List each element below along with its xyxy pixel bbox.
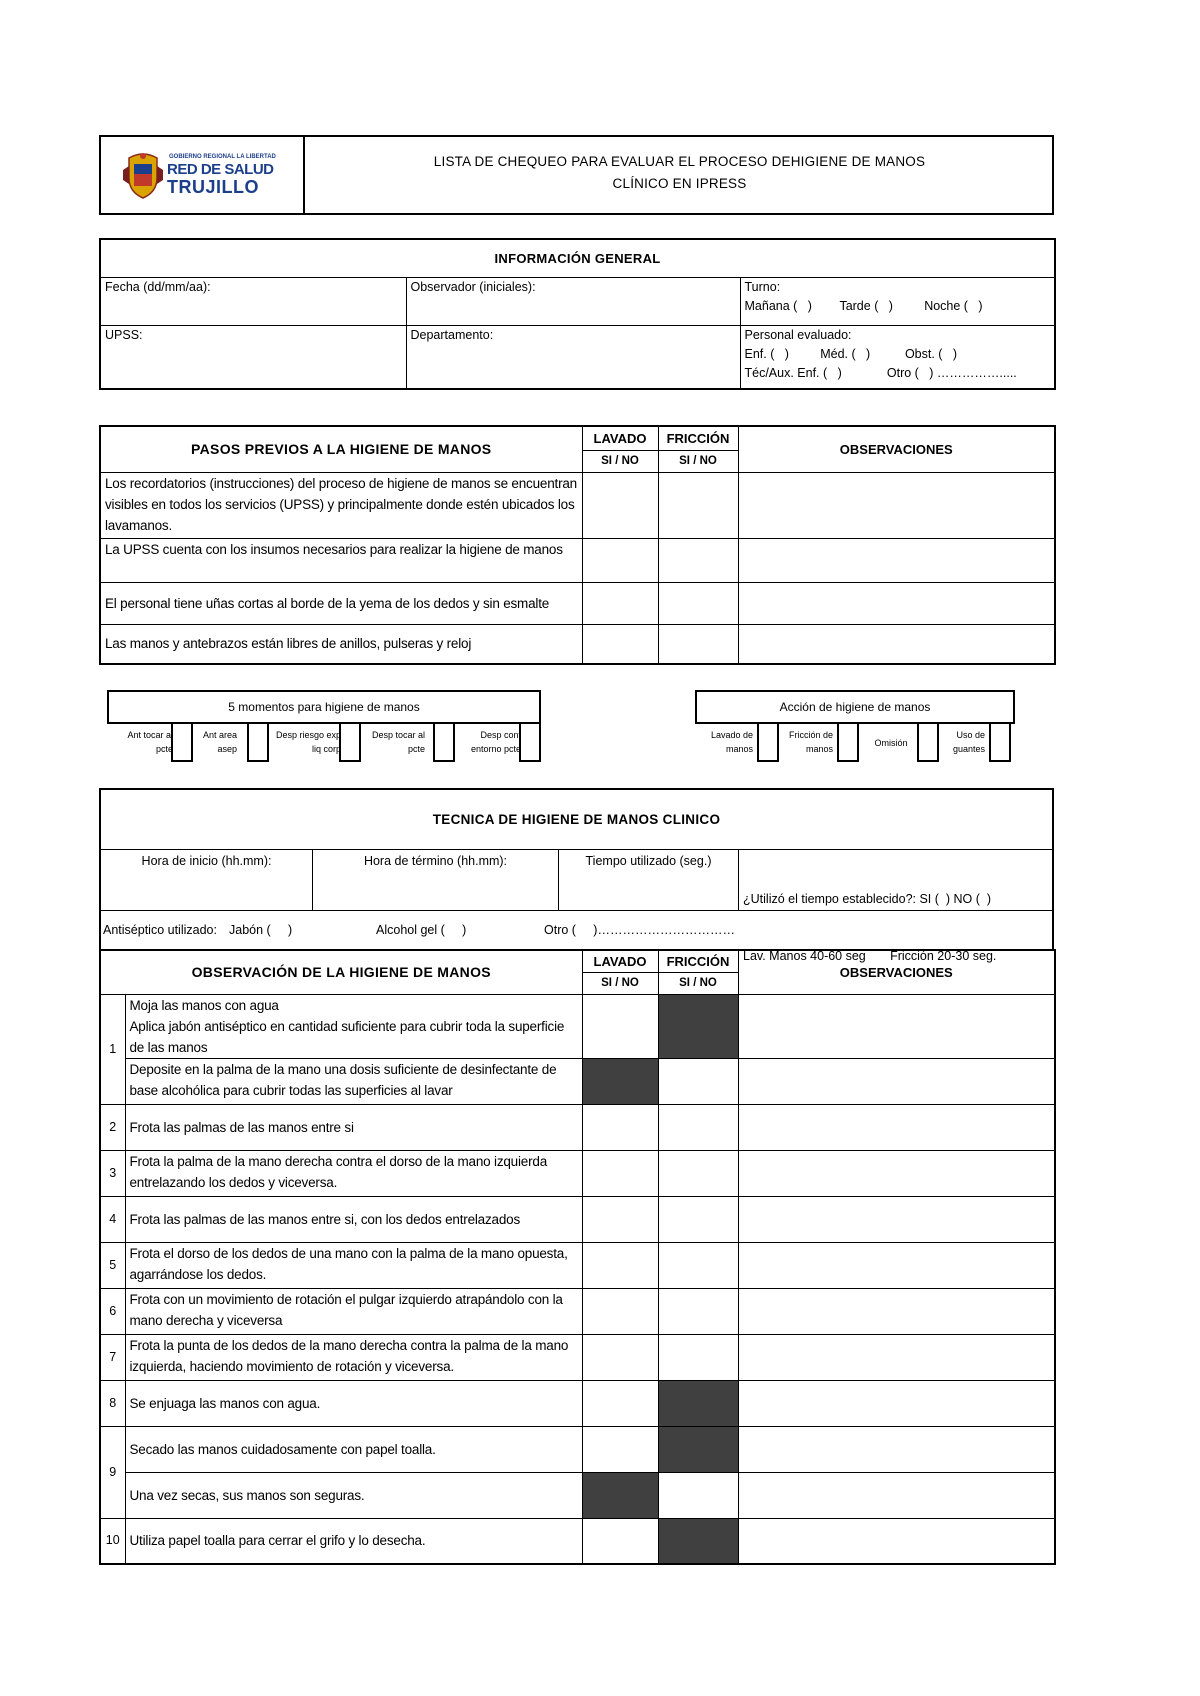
lavado-sino: SI / NO	[582, 972, 658, 994]
momento-checkbox[interactable]	[171, 722, 193, 762]
observacion-table	[99, 949, 1056, 1565]
observaciones-header: OBSERVACIONES	[738, 950, 1055, 994]
lavado-sino: SI / NO	[582, 450, 658, 472]
tecnica-title: TECNICA DE HIGIENE DE MANOS CLINICO	[101, 790, 1052, 850]
lavado-cell-disabled	[582, 1472, 658, 1518]
step-number: 8	[100, 1380, 125, 1426]
friccion-cell[interactable]	[658, 1288, 738, 1334]
accion-title: Acción de higiene de manos	[695, 690, 1015, 724]
tiempo-establecido-field[interactable]: ¿Utilizó el tiempo establecido?: SI ( ) NO ( ) Lav. Manos 40-60 seg Fricción 20-30 seg.	[743, 892, 997, 963]
logo-small-text: GOBIERNO REGIONAL LA LIBERTAD	[169, 154, 276, 160]
coat-of-arms-icon	[121, 150, 165, 202]
friccion-cell-disabled	[658, 1426, 738, 1472]
document-title	[307, 151, 1052, 195]
table-row: 10 Utiliza papel toalla para cerrar el grifo y lo desecha.	[100, 1518, 1055, 1564]
step-number: 9	[100, 1426, 125, 1518]
friccion-cell-disabled	[658, 1518, 738, 1564]
momento-checkbox[interactable]	[433, 722, 455, 762]
friccion-cell[interactable]	[658, 538, 738, 582]
step-number: 5	[100, 1242, 125, 1288]
hora-termino-field[interactable]: Hora de término (hh.mm):	[313, 850, 559, 910]
logo-line1: RED DE SALUD	[167, 161, 274, 178]
observaciones-cell[interactable]	[738, 538, 1055, 582]
step-number: 7	[100, 1334, 125, 1380]
observaciones-cell[interactable]	[738, 1518, 1055, 1564]
accion-checkbox[interactable]	[917, 722, 939, 762]
friccion-cell[interactable]	[658, 1334, 738, 1380]
observaciones-cell[interactable]	[738, 1196, 1055, 1242]
observaciones-cell[interactable]	[738, 1334, 1055, 1380]
step-number: 3	[100, 1150, 125, 1196]
pasos-title: PASOS PREVIOS A LA HIGIENE DE MANOS	[100, 426, 582, 472]
accion-checkbox[interactable]	[989, 722, 1011, 762]
observaciones-cell[interactable]	[738, 1472, 1055, 1518]
friccion-sino: SI / NO	[658, 450, 738, 472]
lavado-header: LAVADO	[582, 950, 658, 972]
friccion-cell[interactable]	[658, 1472, 738, 1518]
lavado-cell[interactable]	[582, 1196, 658, 1242]
observador-field[interactable]: Observador (iniciales):	[406, 277, 740, 325]
lavado-header: LAVADO	[582, 426, 658, 450]
observaciones-cell[interactable]	[738, 994, 1055, 1058]
table-row: 2 Frota las palmas de las manos entre si	[100, 1104, 1055, 1150]
table-row: Las manos y antebrazos están libres de anillos, pulseras y reloj	[100, 624, 1055, 664]
alcohol-option[interactable]: Alcohol gel ( )	[376, 923, 467, 937]
antiseptico-label: Antiséptico utilizado:	[103, 923, 217, 937]
friccion-sino: SI / NO	[658, 972, 738, 994]
momento-label: Ant area asep	[202, 730, 237, 754]
lavado-cell[interactable]	[582, 538, 658, 582]
momento-label: Desp cont entorno pcte	[470, 730, 521, 754]
observaciones-cell[interactable]	[738, 1104, 1055, 1150]
table-row: Deposite en la palma de la mano una dosis suficiente de desinfectante de base alcohólica para cubrir todas las superficies al lavar	[100, 1058, 1055, 1104]
observaciones-cell[interactable]	[738, 1150, 1055, 1196]
lavado-cell-disabled	[582, 1058, 658, 1104]
table-row: 9 Secado las manos cuidadosamente con papel toalla.	[100, 1426, 1055, 1472]
momento-label: Desp riesgo exp liq corp	[275, 730, 341, 754]
upss-field[interactable]: UPSS:	[100, 325, 406, 389]
momento-label: Desp tocar al pcte	[371, 730, 425, 754]
friccion-cell[interactable]	[658, 1242, 738, 1288]
observaciones-cell[interactable]	[738, 1426, 1055, 1472]
table-row: 8 Se enjuaga las manos con agua.	[100, 1380, 1055, 1426]
table-row: Los recordatorios (instrucciones) del proceso de higiene de manos se encuentran visibles en todos los servicios (UPSS) y principalmente donde estén ubicados los lavamanos.	[100, 472, 1055, 538]
friccion-cell-disabled	[658, 994, 738, 1058]
friccion-cell[interactable]	[658, 472, 738, 538]
lavado-cell[interactable]	[582, 1518, 658, 1564]
step-number: 10	[100, 1518, 125, 1564]
momentos-title: 5 momentos para higiene de manos	[107, 690, 541, 724]
lavado-cell[interactable]	[582, 1288, 658, 1334]
accion-checkbox[interactable]	[757, 722, 779, 762]
fecha-field[interactable]: Fecha (dd/mm/aa):	[100, 277, 406, 325]
lavado-cell[interactable]	[582, 1150, 658, 1196]
lavado-cell[interactable]	[582, 1242, 658, 1288]
step-number: 2	[100, 1104, 125, 1150]
lavado-cell[interactable]	[582, 582, 658, 624]
accion-label: Lavado de manos	[710, 730, 753, 754]
table-row: 5 Frota el dorso de los dedos de una mano con la palma de la mano opuesta, agarrándose los dedos.	[100, 1242, 1055, 1288]
title-line1: LISTA DE CHEQUEO PARA EVALUAR EL PROCESO DEHIGIENE DE MANOS	[433, 154, 926, 169]
lavado-cell[interactable]	[582, 1380, 658, 1426]
friccion-cell[interactable]	[658, 582, 738, 624]
observaciones-cell[interactable]	[738, 472, 1055, 538]
lavado-cell[interactable]	[582, 1334, 658, 1380]
hora-inicio-field[interactable]: Hora de inicio (hh.mm):	[101, 850, 313, 910]
momento-checkbox[interactable]	[339, 722, 361, 762]
accion-checkbox[interactable]	[837, 722, 859, 762]
step-number: 1	[100, 994, 125, 1104]
observacion-title: OBSERVACIÓN DE LA HIGIENE DE MANOS	[100, 950, 582, 994]
title-line2: CLÍNICO EN IPRESS	[612, 176, 747, 191]
lavado-cell[interactable]	[582, 994, 658, 1058]
antiseptico-row	[101, 910, 1052, 949]
momento-checkbox[interactable]	[519, 722, 541, 762]
friccion-cell-disabled	[658, 1380, 738, 1426]
friccion-header: FRICCIÓN	[658, 950, 738, 972]
step-number: 4	[100, 1196, 125, 1242]
observaciones-header: OBSERVACIONES	[738, 426, 1055, 472]
table-row: Una vez secas, sus manos son seguras.	[100, 1472, 1055, 1518]
observaciones-cell[interactable]	[738, 1380, 1055, 1426]
friccion-cell[interactable]	[658, 1150, 738, 1196]
tiempo-field[interactable]: Tiempo utilizado (seg.)	[559, 850, 739, 910]
observaciones-cell[interactable]	[738, 1242, 1055, 1288]
friccion-header: FRICCIÓN	[658, 426, 738, 450]
accion-legend	[695, 690, 1015, 765]
info-title: INFORMACIÓN GENERAL	[100, 239, 1055, 277]
table-row: La UPSS cuenta con los insumos necesarios para realizar la higiene de manos	[100, 538, 1055, 582]
table-row: 1 Moja las manos con agua Aplica jabón antiséptico en cantidad suficiente para cubrir toda la superficie de las manos	[100, 994, 1055, 1058]
step-number: 6	[100, 1288, 125, 1334]
friccion-cell[interactable]	[658, 624, 738, 664]
lavado-cell[interactable]	[582, 1426, 658, 1472]
lavado-cell[interactable]	[582, 472, 658, 538]
accion-label: Omisión	[874, 738, 908, 748]
jabon-option[interactable]: Jabón ( )	[229, 923, 293, 937]
info-table	[99, 238, 1056, 390]
pasos-previos-table	[99, 425, 1056, 665]
lavado-cell[interactable]	[582, 624, 658, 664]
header-box	[99, 135, 1054, 215]
momento-checkbox[interactable]	[247, 722, 269, 762]
friccion-cell[interactable]	[658, 1058, 738, 1104]
lavado-cell[interactable]	[582, 1104, 658, 1150]
observaciones-cell[interactable]	[738, 1288, 1055, 1334]
table-row: 7 Frota la punta de los dedos de la mano derecha contra la palma de la mano izquierda, haciendo movimiento de rotación y viceversa.	[100, 1334, 1055, 1380]
table-row: 6 Frota con un movimiento de rotación el pulgar izquierdo atrapándolo con la mano derecha y viceversa	[100, 1288, 1055, 1334]
observaciones-cell[interactable]	[738, 624, 1055, 664]
logo-line2: TRUJILLO	[167, 177, 259, 197]
logo	[101, 137, 305, 213]
accion-label: Uso de guantes	[952, 730, 985, 754]
observaciones-cell[interactable]	[738, 582, 1055, 624]
departamento-field[interactable]: Departamento:	[406, 325, 740, 389]
accion-label: Fricción de manos	[788, 730, 833, 754]
otro-option[interactable]: Otro ( )……………………………	[544, 923, 735, 937]
momento-label: Ant tocar al pcte	[127, 730, 173, 754]
table-row: El personal tiene uñas cortas al borde de la yema de los dedos y sin esmalte	[100, 582, 1055, 624]
momentos-legend	[107, 690, 541, 765]
table-row: 4 Frota las palmas de las manos entre si, con los dedos entrelazados	[100, 1196, 1055, 1242]
friccion-cell[interactable]	[658, 1196, 738, 1242]
personal-evaluado-field[interactable]: Personal evaluado: Enf. ( ) Méd. ( ) Obst. ( ) Téc/Aux. Enf. ( ) Otro ( ) …………….....	[740, 325, 1055, 389]
table-row: 3 Frota la palma de la mano derecha contra el dorso de la mano izquierda entrelazando los dedos y viceversa.	[100, 1150, 1055, 1196]
observaciones-cell[interactable]	[738, 1058, 1055, 1104]
friccion-cell[interactable]	[658, 1104, 738, 1150]
turno-field[interactable]: Turno: Mañana ( ) Tarde ( ) Noche ( )	[740, 277, 1055, 325]
